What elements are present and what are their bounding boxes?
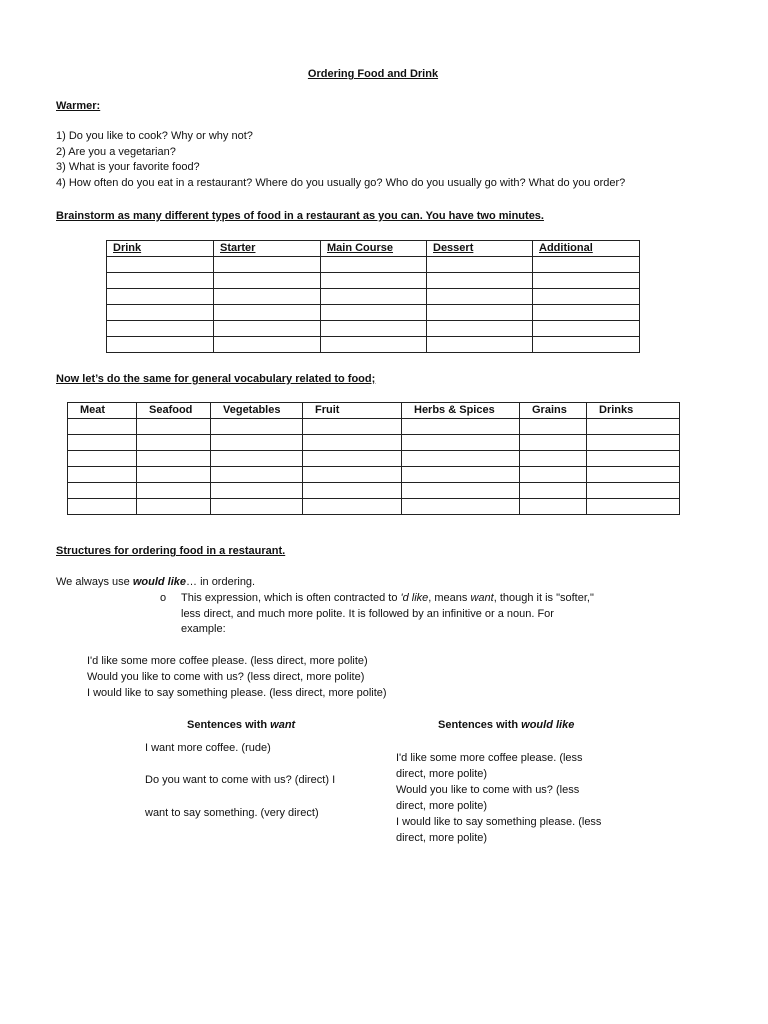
- table-cell[interactable]: [107, 257, 214, 273]
- table-row: [107, 289, 640, 305]
- table-cell[interactable]: [533, 289, 640, 305]
- table-cell[interactable]: [68, 483, 137, 499]
- table-cell[interactable]: [68, 467, 137, 483]
- table-header-cell: Meat: [68, 403, 137, 419]
- would-like-intro: [56, 575, 255, 591]
- brainstorm-instruction: Brainstorm as many different types of food in a restaurant as you can. You have two minutes.: [56, 210, 544, 222]
- table-header-cell: Seafood: [137, 403, 211, 419]
- want-sentence: Do you want to come with us? (direct) I: [145, 774, 336, 786]
- table-cell[interactable]: [533, 337, 640, 353]
- table-header-cell: Drinks: [587, 403, 680, 419]
- table-row: [107, 321, 640, 337]
- want-column-heading: [187, 718, 295, 734]
- bullet-emphasis: want: [470, 592, 494, 604]
- table-cell[interactable]: [402, 499, 520, 515]
- would-like-sentence: I would like to say something please. (less direct, more polite): [396, 816, 602, 844]
- table-cell[interactable]: [68, 419, 137, 435]
- table-cell[interactable]: [321, 305, 427, 321]
- table-cell[interactable]: [533, 305, 640, 321]
- warmer-questions: [56, 129, 625, 191]
- heading-emphasis: would like: [521, 719, 575, 731]
- table-cell[interactable]: [303, 467, 402, 483]
- table-cell[interactable]: [107, 321, 214, 337]
- want-sentence: I want more coffee. (rude): [145, 742, 271, 754]
- table-cell[interactable]: [214, 305, 321, 321]
- table-header-cell: Dessert: [427, 241, 533, 257]
- would-like-column-heading: [438, 718, 574, 734]
- table-cell[interactable]: [321, 337, 427, 353]
- table-cell[interactable]: [587, 499, 680, 515]
- table-header-cell: Vegetables: [211, 403, 303, 419]
- table-cell[interactable]: [402, 467, 520, 483]
- intro-emphasis: would like: [132, 576, 187, 588]
- warmer-heading: Warmer:: [56, 100, 101, 112]
- table-cell[interactable]: [303, 435, 402, 451]
- table-cell[interactable]: [107, 289, 214, 305]
- table-cell[interactable]: [68, 451, 137, 467]
- table-cell[interactable]: [211, 483, 303, 499]
- table-header-cell: Starter: [214, 241, 321, 257]
- table-cell[interactable]: [211, 467, 303, 483]
- question-item: 2) Are you a vegetarian?: [56, 145, 176, 158]
- table-cell[interactable]: [137, 483, 211, 499]
- table-row: [68, 435, 680, 451]
- table-cell[interactable]: [520, 419, 587, 435]
- question-item: 3) What is your favorite food?: [56, 161, 200, 173]
- table-cell[interactable]: [533, 257, 640, 273]
- table-cell[interactable]: [211, 451, 303, 467]
- table-cell[interactable]: [587, 435, 680, 451]
- table-cell[interactable]: [303, 419, 402, 435]
- table-row: [68, 451, 680, 467]
- example-item: Would you like to come with us? (less direct, more polite): [87, 671, 365, 683]
- table-cell[interactable]: [520, 483, 587, 499]
- table-cell[interactable]: [68, 435, 137, 451]
- table-cell[interactable]: [107, 337, 214, 353]
- table-cell[interactable]: [520, 435, 587, 451]
- table-cell[interactable]: [137, 419, 211, 435]
- table-cell[interactable]: [214, 321, 321, 337]
- table-cell[interactable]: [321, 257, 427, 273]
- would-like-sentence: Would you like to come with us? (less direct, more polite): [396, 784, 580, 812]
- restaurant-food-table: [106, 240, 640, 353]
- table-cell[interactable]: [402, 419, 520, 435]
- table-cell[interactable]: [214, 273, 321, 289]
- want-sentence: want to say something. (very direct): [145, 807, 319, 819]
- table-cell[interactable]: [303, 483, 402, 499]
- table-cell[interactable]: [107, 305, 214, 321]
- heading-emphasis: want: [270, 719, 296, 731]
- table-cell[interactable]: [587, 483, 680, 499]
- table-cell[interactable]: [137, 435, 211, 451]
- table-cell[interactable]: [137, 499, 211, 515]
- table-cell[interactable]: [303, 451, 402, 467]
- intro-text: We always use: [56, 576, 133, 588]
- table-cell[interactable]: [587, 467, 680, 483]
- table-header-cell: Drink: [107, 241, 214, 257]
- bullet-text-part: , means: [428, 592, 471, 604]
- table-cell[interactable]: [321, 321, 427, 337]
- general-vocabulary-instruction: Now let’s do the same for general vocabulary related to food;: [56, 373, 376, 385]
- table-cell[interactable]: [214, 337, 321, 353]
- bullet-text-part: , though it is "softer," less direct, and much more polite. It is followed by an infinitive or a noun. For example:: [181, 592, 594, 635]
- table-cell[interactable]: [427, 273, 533, 289]
- table-cell[interactable]: [402, 483, 520, 499]
- table-cell[interactable]: [587, 451, 680, 467]
- table-cell[interactable]: [427, 321, 533, 337]
- table-cell[interactable]: [520, 499, 587, 515]
- table-row: [107, 273, 640, 289]
- table-cell[interactable]: [214, 289, 321, 305]
- table-cell[interactable]: [533, 321, 640, 337]
- table-header-cell: Grains: [520, 403, 587, 419]
- table-cell[interactable]: [402, 451, 520, 467]
- would-like-sentences: [396, 750, 611, 846]
- question-item: 1) Do you like to cook? Why or why not?: [56, 130, 253, 142]
- table-cell[interactable]: [137, 467, 211, 483]
- table-header-row: [107, 241, 640, 257]
- table-row: [68, 483, 680, 499]
- bullet-marker: o: [160, 592, 167, 604]
- table-header-cell: Additional: [533, 241, 640, 257]
- table-cell[interactable]: [68, 499, 137, 515]
- table-cell[interactable]: [211, 419, 303, 435]
- table-row: [68, 467, 680, 483]
- heading-text: Sentences with: [187, 719, 271, 731]
- question-item: 4) How often do you eat in a restaurant? Where do you usually go? Who do you usually go with? What do you order?: [56, 176, 626, 189]
- table-header-cell: Herbs & Spices: [402, 403, 520, 419]
- food-vocabulary-table: [67, 402, 680, 515]
- example-sentences: [87, 654, 387, 702]
- table-row: [68, 499, 680, 515]
- table-cell[interactable]: [427, 289, 533, 305]
- table-cell[interactable]: [520, 451, 587, 467]
- table-cell[interactable]: [520, 467, 587, 483]
- table-cell[interactable]: [107, 273, 214, 289]
- table-cell[interactable]: [321, 273, 427, 289]
- table-row: [68, 419, 680, 435]
- example-item: I'd like some more coffee please. (less direct, more polite): [87, 655, 368, 667]
- table-cell[interactable]: [587, 419, 680, 435]
- table-cell[interactable]: [137, 451, 211, 467]
- page-title: Ordering Food and Drink: [307, 68, 439, 80]
- table-cell[interactable]: [303, 499, 402, 515]
- example-item: I would like to say something please. (less direct, more polite): [87, 687, 387, 699]
- bullet-explanation: [181, 591, 601, 638]
- structures-heading: Structures for ordering food in a restaurant.: [56, 545, 286, 557]
- table-cell[interactable]: [427, 305, 533, 321]
- table-row: [107, 257, 640, 273]
- table-cell[interactable]: [402, 435, 520, 451]
- table-cell[interactable]: [427, 337, 533, 353]
- table-cell[interactable]: [427, 257, 533, 273]
- table-row: [107, 337, 640, 353]
- table-header-cell: Main Course: [321, 241, 427, 257]
- bullet-text-part: This expression, which is often contracted to: [181, 592, 401, 604]
- intro-text: … in ordering.: [186, 576, 256, 588]
- table-cell[interactable]: [533, 273, 640, 289]
- table-row: [107, 305, 640, 321]
- table-cell[interactable]: [211, 499, 303, 515]
- table-cell[interactable]: [321, 289, 427, 305]
- would-like-sentence: I'd like some more coffee please. (less direct, more polite): [396, 752, 583, 780]
- table-cell[interactable]: [214, 257, 321, 273]
- table-cell[interactable]: [211, 435, 303, 451]
- heading-text: Sentences with: [438, 719, 522, 731]
- table-header-cell: Fruit: [303, 403, 402, 419]
- table-header-row: [68, 403, 680, 419]
- bullet-emphasis: 'd like: [400, 592, 429, 604]
